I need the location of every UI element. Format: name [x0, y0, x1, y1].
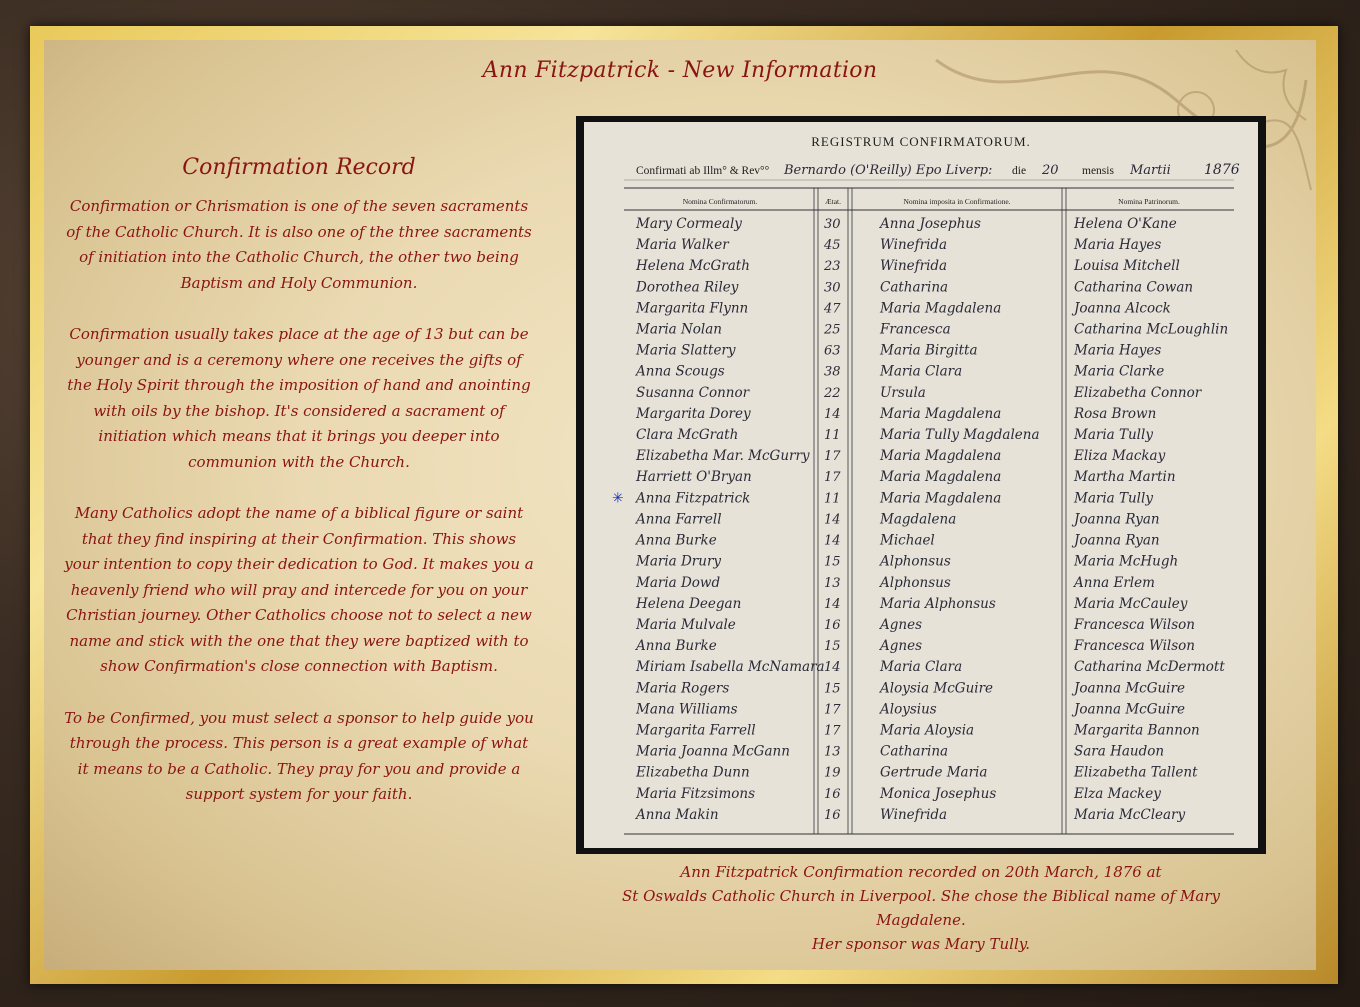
confirmand-name: Anna Scougs	[636, 363, 725, 380]
confirmand-name: Maria Mulvale	[636, 616, 736, 633]
confirmand-age: 15	[824, 639, 841, 655]
confirmation-name: Maria Magdalena	[880, 405, 1002, 422]
confirmation-name: Ursula	[880, 384, 926, 401]
confirmation-name: Catharina	[880, 279, 949, 296]
confirmand-name: Helena Deegan	[636, 595, 742, 612]
sponsor-name: Catharina McDermott	[1074, 659, 1225, 676]
confirmand-age: 13	[824, 744, 841, 760]
sponsor-name: Catharina Cowan	[1074, 279, 1194, 296]
caption-line-2: St Oswalds Catholic Church in Liverpool. She chose the Biblical name of Mary Magdalene.	[622, 887, 1220, 929]
confirmand-name: Anna Farrell	[636, 511, 722, 528]
sponsor-name: Helena O'Kane	[1074, 216, 1177, 232]
confirmand-name: Elizabetha Dunn	[636, 764, 750, 781]
confirmation-name: Agnes	[880, 638, 923, 655]
register-scan	[584, 122, 1258, 848]
confirmand-age: 14	[824, 406, 841, 422]
register-month: Martii	[1130, 163, 1171, 178]
sponsor-name: Joanna Ryan	[1074, 532, 1160, 549]
sponsor-name: Elza Mackey	[1074, 785, 1161, 802]
confirmand-name: Anna Makin	[636, 806, 719, 823]
sponsor-name: Eliza Mackay	[1074, 448, 1166, 465]
sponsor-name: Joanna Ryan	[1074, 511, 1160, 528]
confirmand-age: 15	[824, 681, 841, 697]
confirmation-name: Winefrida	[880, 237, 948, 254]
asterisk-marker-icon: ✳	[612, 490, 624, 507]
confirmand-name: Miriam Isabella McNamara	[636, 659, 825, 676]
record-caption	[576, 860, 1266, 956]
confirmand-age: 30	[824, 280, 841, 296]
register-heading: REGISTRUM CONFIRMATORUM.	[811, 134, 1031, 149]
confirmation-name: Michael	[880, 532, 935, 549]
caption-line-3: Her sponsor was Mary Tully.	[811, 935, 1031, 953]
sponsor-name: Joanna McGuire	[1074, 701, 1185, 718]
confirmand-age: 14	[824, 660, 841, 676]
paragraph-4: To be Confirmed, you must select a sponsor to help guide you through the process. This person is a great example of what it means to be a Catholic. They pray for you and provide a support system for your faith.	[64, 708, 534, 803]
confirmand-name: Clara McGrath	[636, 427, 739, 444]
confirmand-age: 14	[824, 512, 841, 528]
sponsor-name: Rosa Brown	[1074, 405, 1157, 422]
confirmand-name: Elizabetha Mar. McGurry	[636, 448, 810, 465]
confirmand-age: 15	[824, 554, 841, 570]
sponsor-name: Catharina McLoughlin	[1074, 321, 1229, 338]
confirmation-name: Maria Tully Magdalena	[880, 427, 1040, 444]
confirmation-name: Maria Magdalena	[880, 469, 1002, 486]
caption-line-1: Ann Fitzpatrick Confirmation recorded on 20th March, 1876 at	[680, 863, 1162, 881]
register-mensis-label: mensis	[1082, 165, 1114, 177]
column-header: Nomina imposita in Confirmatione.	[903, 197, 1011, 206]
register-day: 20	[1042, 163, 1059, 178]
confirmand-name: Maria Drury	[636, 553, 722, 570]
register-subheading: Confirmati ab Illm° & Rev°°	[636, 165, 770, 177]
confirmand-name: Maria Rogers	[636, 680, 730, 697]
confirmation-name: Maria Clara	[880, 363, 963, 380]
confirmation-info-panel	[64, 155, 534, 834]
paragraph-2: Confirmation usually takes place at the age of 13 but can be younger and is a ceremony where one receives the gifts of the Holy Spirit through the imposition of hand and anointing with oils by the bishop. It's considered a sacrament of initiation which means that it brings you deeper into communion with the Church.	[67, 325, 531, 471]
sponsor-name: Louisa Mitchell	[1074, 258, 1180, 275]
confirmand-name: Maria Nolan	[636, 321, 722, 338]
confirmand-age: 25	[824, 322, 841, 338]
sponsor-name: Elizabetha Tallent	[1074, 764, 1198, 781]
confirmand-age: 14	[824, 533, 841, 549]
sponsor-name: Joanna Alcock	[1074, 300, 1171, 317]
confirmand-name: Harriett O'Bryan	[636, 469, 752, 486]
column-header: Nomina Patrinorum.	[1118, 197, 1180, 206]
sponsor-name: Maria McHugh	[1074, 553, 1179, 570]
confirmation-name: Maria Aloysia	[880, 722, 975, 739]
confirmand-name: Anna Burke	[636, 532, 717, 549]
sponsor-name: Maria Hayes	[1074, 342, 1162, 359]
confirmation-name: Maria Alphonsus	[880, 595, 996, 612]
confirmand-name: Margarita Dorey	[636, 405, 751, 422]
confirmand-name: Maria Dowd	[636, 574, 721, 591]
sponsor-name: Anna Erlem	[1074, 574, 1155, 591]
register-die-label: die	[1012, 165, 1027, 177]
sponsor-name: Sara Haudon	[1074, 743, 1165, 760]
sponsor-name: Francesca Wilson	[1074, 616, 1195, 633]
confirmand-age: 11	[824, 428, 841, 444]
confirmand-age: 17	[824, 702, 841, 718]
confirmand-age: 22	[824, 385, 841, 401]
page-title: Ann Fitzpatrick - New Information	[482, 58, 878, 83]
confirmand-age: 13	[824, 575, 841, 591]
confirmand-age: 63	[824, 343, 841, 359]
confirmation-name: Maria Magdalena	[880, 490, 1002, 507]
confirmand-age: 38	[824, 364, 841, 380]
paragraph-1: Confirmation or Chrismation is one of the seven sacraments of the Catholic Church. It is also one of the three sacraments of initiation into the Catholic Church, the other two being Baptism and Holy Communion.	[66, 197, 532, 292]
confirmand-age: 47	[824, 301, 841, 317]
confirmand-name: Maria Fitzsimons	[636, 785, 756, 802]
confirmation-name: Aloysia McGuire	[880, 680, 994, 697]
confirmand-name: Maria Joanna McGann	[636, 743, 790, 760]
confirmand-name: Dorothea Riley	[636, 279, 739, 296]
confirmand-age: 45	[824, 238, 841, 254]
confirmand-name: Margarita Flynn	[636, 300, 749, 317]
confirmation-name: Winefrida	[880, 258, 948, 275]
register-year: 1876	[1204, 162, 1240, 178]
confirmand-age: 16	[824, 807, 841, 823]
confirmand-name: Anna Fitzpatrick	[636, 490, 751, 507]
confirmation-name: Maria Magdalena	[880, 300, 1002, 317]
confirmand-name: Margarita Farrell	[636, 722, 756, 739]
confirmand-name: Mana Williams	[636, 701, 738, 718]
confirmation-name: Catharina	[880, 743, 949, 760]
sponsor-name: Maria Tully	[1074, 490, 1153, 507]
confirmand-name: Susanna Connor	[636, 384, 750, 401]
register-page	[584, 122, 1258, 848]
sponsor-name: Elizabetha Connor	[1074, 384, 1202, 401]
confirmand-age: 17	[824, 723, 841, 739]
confirmand-age: 19	[824, 765, 841, 781]
confirmation-name: Alphonsus	[880, 553, 951, 570]
confirmand-age: 30	[824, 217, 841, 232]
confirmand-name: Mary Cormealy	[636, 216, 742, 232]
confirmation-name: Gertrude Maria	[880, 764, 988, 781]
confirmation-name: Magdalena	[880, 511, 957, 528]
sponsor-name: Maria Tully	[1074, 427, 1153, 444]
confirmand-name: Helena McGrath	[636, 258, 750, 275]
register-bishop: Bernardo (O'Reilly) Epo Liverp:	[784, 163, 993, 178]
column-header: Ætat.	[824, 197, 842, 206]
confirmand-name: Anna Burke	[636, 638, 717, 655]
sponsor-name: Margarita Bannon	[1074, 722, 1200, 739]
parchment-page	[44, 40, 1316, 970]
paragraph-3: Many Catholics adopt the name of a biblical figure or saint that they find inspiring at their Confirmation. This shows your intention to copy their dedication to God. It makes you a heavenly friend who will pray and intercede for you on your Christian journey. Other Catholics choose not to select a new name and stick with the one that they were baptized with to show Confirmation's close connection with Baptism.	[64, 504, 534, 675]
section-heading: Confirmation Record	[182, 155, 416, 180]
sponsor-name: Joanna McGuire	[1074, 680, 1185, 697]
sponsor-name: Maria McCleary	[1074, 806, 1186, 823]
confirmation-name: Aloysius	[880, 701, 937, 718]
confirmand-name: Maria Walker	[636, 237, 729, 254]
confirmation-name: Winefrida	[880, 806, 948, 823]
confirmand-age: 11	[824, 491, 841, 507]
confirmation-name: Alphonsus	[880, 574, 951, 591]
confirmation-name: Francesca	[880, 321, 951, 338]
confirmand-age: 17	[824, 449, 841, 465]
sponsor-name: Martha Martin	[1074, 469, 1176, 486]
register-image	[576, 116, 1266, 854]
confirmand-age: 14	[824, 596, 841, 612]
confirmand-age: 16	[824, 786, 841, 802]
confirmand-age: 16	[824, 617, 841, 633]
confirmation-name: Monica Josephus	[880, 785, 997, 802]
confirmand-name: Maria Slattery	[636, 342, 736, 359]
confirmation-name: Maria Clara	[880, 659, 963, 676]
sponsor-name: Maria Clarke	[1074, 363, 1165, 380]
sponsor-name: Francesca Wilson	[1074, 638, 1195, 655]
column-header: Nomina Confirmatorum.	[682, 197, 758, 206]
confirmation-name: Anna Josephus	[880, 216, 981, 232]
confirmation-name: Agnes	[880, 616, 923, 633]
confirmand-age: 17	[824, 470, 841, 486]
confirmand-age: 23	[824, 259, 841, 275]
confirmation-name: Maria Birgitta	[880, 342, 978, 359]
sponsor-name: Maria McCauley	[1074, 595, 1188, 612]
confirmation-name: Maria Magdalena	[880, 448, 1002, 465]
sponsor-name: Maria Hayes	[1074, 237, 1162, 254]
